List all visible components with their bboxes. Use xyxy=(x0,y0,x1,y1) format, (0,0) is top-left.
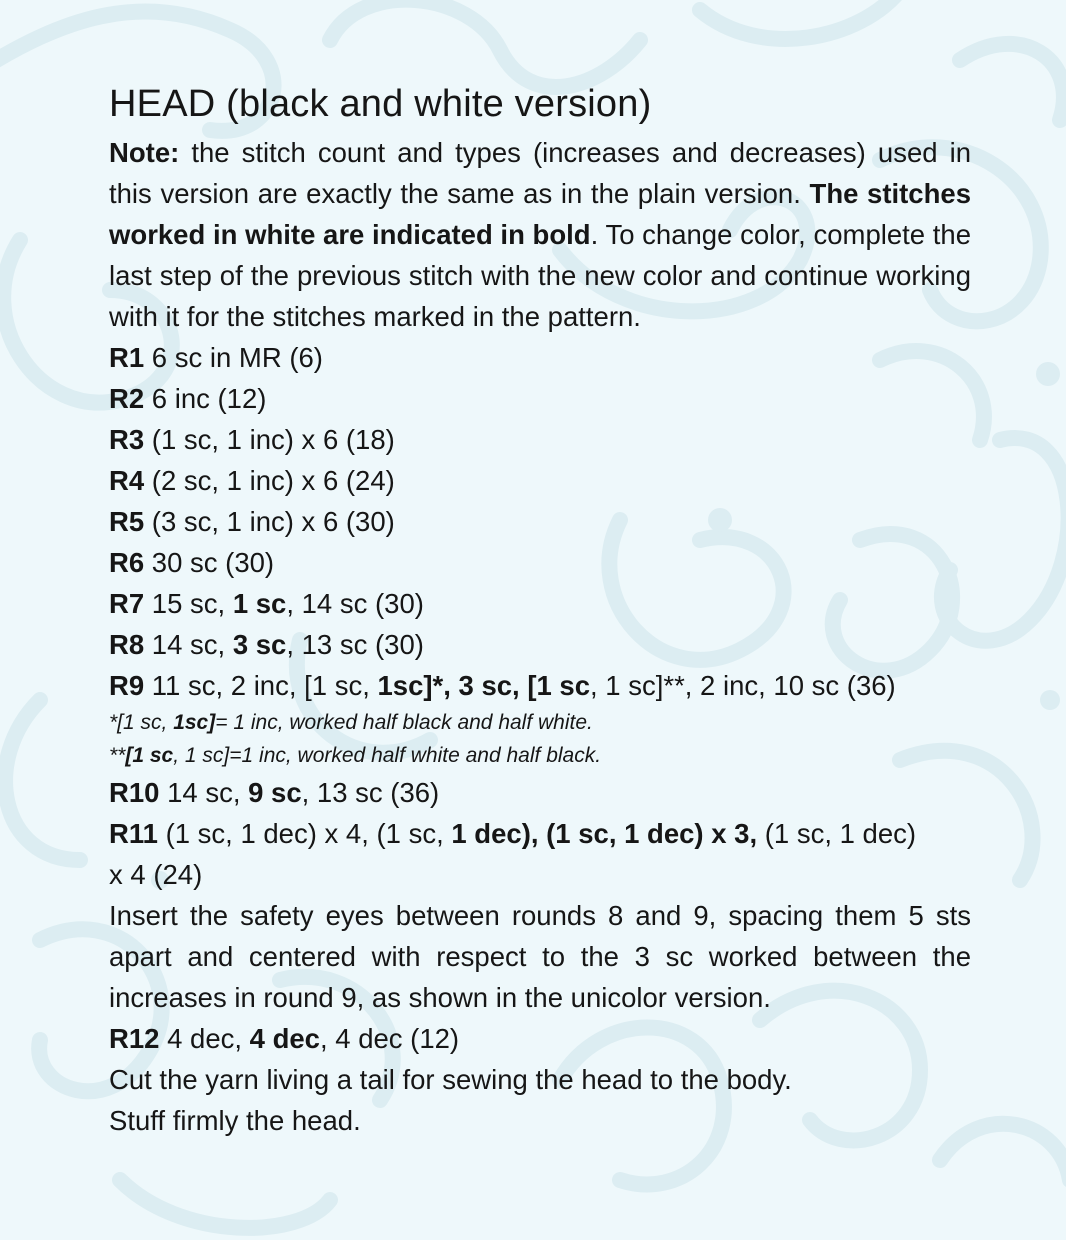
round-text: 6 inc (12) xyxy=(144,383,267,414)
round-label: R11 xyxy=(109,818,158,849)
round-r2 xyxy=(109,378,971,419)
round-r8 xyxy=(109,624,971,665)
safety-eyes-instructions: Insert the safety eyes between rounds 8 and 9, spacing them 5 sts apart and centered with respect to the 3 sc worked between the increases in round 9, as shown in the unicolor version. xyxy=(109,900,971,1013)
round-r4 xyxy=(109,460,971,501)
round-text: 4 dec, xyxy=(159,1023,250,1054)
round-bold-text: 1 sc xyxy=(232,588,287,619)
round-label: R3 xyxy=(109,424,145,455)
round-text: 14 sc, xyxy=(159,777,249,808)
round-r1 xyxy=(109,337,971,378)
round-r3 xyxy=(109,419,971,460)
round-bold-text: 1 dec), (1 sc, 1 dec) x 3, xyxy=(451,818,758,849)
round-r11-continued: x 4 (24) xyxy=(109,859,203,890)
round-text: 14 sc, xyxy=(144,629,233,660)
round-text: 15 sc, xyxy=(144,588,233,619)
note-text-3: To change color, complete the last step of the previous stitch with the new color and continue working with it for the stitches marked in the pattern. xyxy=(109,219,971,332)
round-text: (3 sc, 1 inc) x 6 (30) xyxy=(144,506,395,537)
round-bold-text: 3 sc xyxy=(232,629,287,660)
round-label: R10 xyxy=(109,777,160,808)
note-text-2: . xyxy=(590,219,599,250)
round-text: 6 sc in MR (6) xyxy=(144,342,323,373)
round-text: (1 sc, 1 dec) xyxy=(757,818,917,849)
round-text: , 4 dec (12) xyxy=(319,1023,460,1054)
round-r11 xyxy=(109,813,971,854)
round-text: , 1 sc]**, 2 inc, 10 sc (36) xyxy=(590,670,896,701)
note-bold-text: The stitches worked in white are indicated in bold xyxy=(109,178,971,250)
round-label: R4 xyxy=(109,465,145,496)
footnote-text: = 1 inc, worked half black and half white. xyxy=(215,711,593,734)
round-r6 xyxy=(109,542,971,583)
round-label: R2 xyxy=(109,383,145,414)
note-label: Note: xyxy=(109,137,180,168)
round-bold-text: 9 sc xyxy=(248,777,302,808)
footnote-text: ** xyxy=(109,744,126,767)
round-r7 xyxy=(109,583,971,624)
footnote-text: , 1 sc]=1 inc, worked half white and half black. xyxy=(173,744,602,767)
round-text: 11 sc, 2 inc, [1 sc, xyxy=(144,670,378,701)
round-r5 xyxy=(109,501,971,542)
round-r10 xyxy=(109,772,971,813)
round-text: , 13 sc (30) xyxy=(286,629,424,660)
round-bold-text: 1sc]*, 3 sc, [1 sc xyxy=(377,670,591,701)
round-text: (2 sc, 1 inc) x 6 (24) xyxy=(144,465,395,496)
pattern-content xyxy=(109,76,971,1141)
footnote-bold-text: 1sc] xyxy=(173,711,216,734)
round-label: R12 xyxy=(109,1023,160,1054)
round-label: R7 xyxy=(109,588,145,619)
footnote-2 xyxy=(109,739,971,772)
finish-instruction-2: Stuff firmly the head. xyxy=(109,1105,361,1136)
footnote-1 xyxy=(109,706,971,739)
round-text: , 14 sc (30) xyxy=(286,588,424,619)
footnote-text: *[1 sc, xyxy=(109,711,174,734)
round-text: , 13 sc (36) xyxy=(301,777,440,808)
round-r9 xyxy=(109,665,971,706)
round-label: R1 xyxy=(109,342,145,373)
page-title: HEAD (black and white version) xyxy=(109,83,652,125)
round-label: R5 xyxy=(109,506,145,537)
note-paragraph xyxy=(109,132,971,337)
note-text-1: the stitch count and types (increases and decreases) used in this version are exactly the same as in the plain version. xyxy=(109,137,971,209)
round-label: R8 xyxy=(109,629,145,660)
round-r12 xyxy=(109,1018,971,1059)
round-text: (1 sc, 1 inc) x 6 (18) xyxy=(144,424,395,455)
round-label: R9 xyxy=(109,670,145,701)
round-text: (1 sc, 1 dec) x 4, (1 sc, xyxy=(157,818,452,849)
finish-instruction-1: Cut the yarn living a tail for sewing the head to the body. xyxy=(109,1064,792,1095)
round-text: 30 sc (30) xyxy=(144,547,275,578)
footnote-bold-text: [1 sc xyxy=(125,744,174,767)
round-bold-text: 4 dec xyxy=(249,1023,320,1054)
round-label: R6 xyxy=(109,547,145,578)
